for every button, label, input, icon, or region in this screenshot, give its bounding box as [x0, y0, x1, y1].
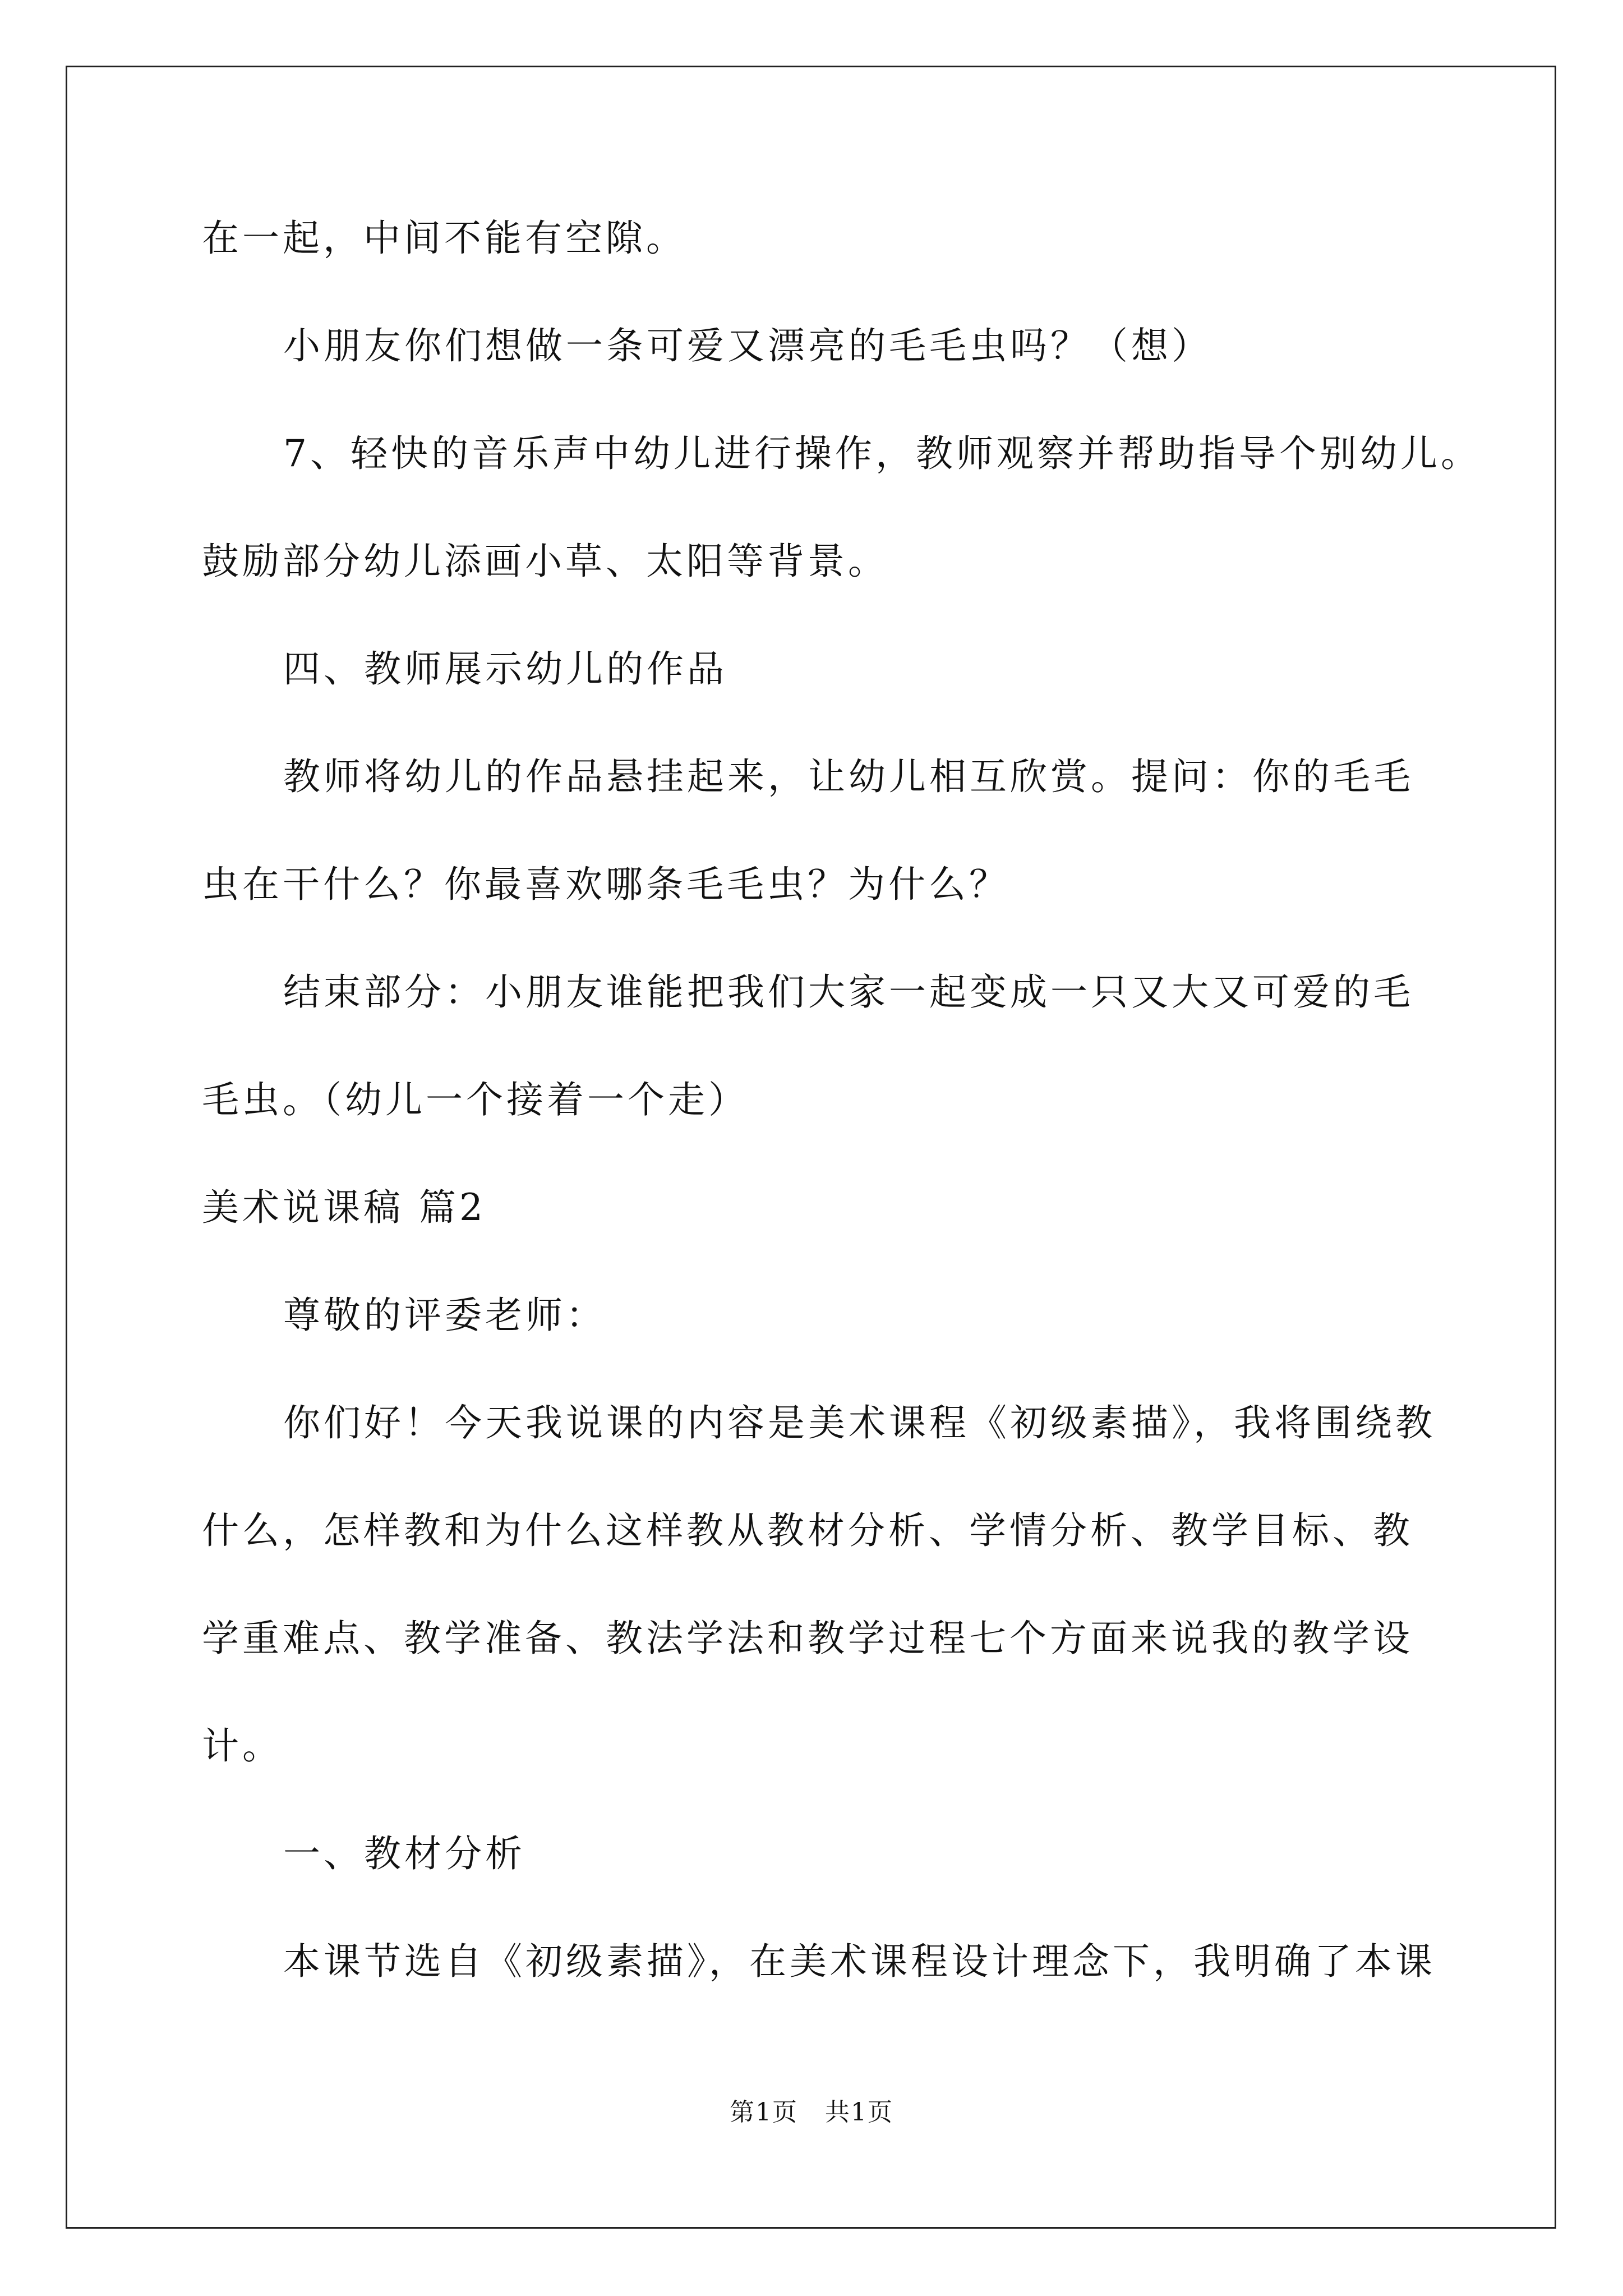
page-border [66, 66, 1556, 2229]
paragraph-line: 计。 [202, 1724, 283, 1768]
page-number: 第1页 [730, 2098, 798, 2127]
paragraph-line: 鼓励部分幼儿添画小草、太阳等背景。 [202, 540, 888, 583]
page-footer [0, 2096, 1623, 2129]
paragraph-line: 虫在干什么？你最喜欢哪条毛毛虫？为什么？ [202, 863, 1009, 906]
paragraph-line: 7、轻快的音乐声中幼儿进行操作，教师观察并帮助指导个别幼儿。 [283, 432, 1481, 475]
paragraph-line: 结束部分：小朋友谁能把我们大家一起变成一只又大又可爱的毛 [283, 970, 1414, 1014]
paragraph-line: 学重难点、教学准备、教法学法和教学过程七个方面来说我的教学设 [202, 1617, 1413, 1660]
salutation: 尊敬的评委老师： [283, 1294, 606, 1337]
section-heading: 一、教材分析 [283, 1832, 525, 1875]
paragraph-line: 小朋友你们想做一条可爱又漂亮的毛毛虫吗？（想） [283, 324, 1212, 367]
paragraph-line: 教师将幼儿的作品悬挂起来，让幼儿相互欣赏。提问：你的毛毛 [283, 755, 1414, 798]
page-total: 共1页 [825, 2098, 893, 2127]
paragraph-line: 什么，怎样教和为什么这样教从教材分析、学情分析、教学目标、教 [202, 1509, 1413, 1552]
paragraph-line: 毛虫。（幼儿一个接着一个走） [202, 1078, 749, 1121]
section-heading: 四、教师展示幼儿的作品 [283, 647, 727, 691]
paragraph-line: 在一起，中间不能有空隙。 [202, 217, 686, 260]
article-title: 美术说课稿 篇2 [202, 1186, 486, 1229]
paragraph-line: 本课节选自《初级素描》，在美术课程设计理念下，我明确了本课 [283, 1940, 1436, 1983]
paragraph-line: 你们好！今天我说课的内容是美术课程《初级素描》，我将围绕教 [283, 1401, 1436, 1444]
